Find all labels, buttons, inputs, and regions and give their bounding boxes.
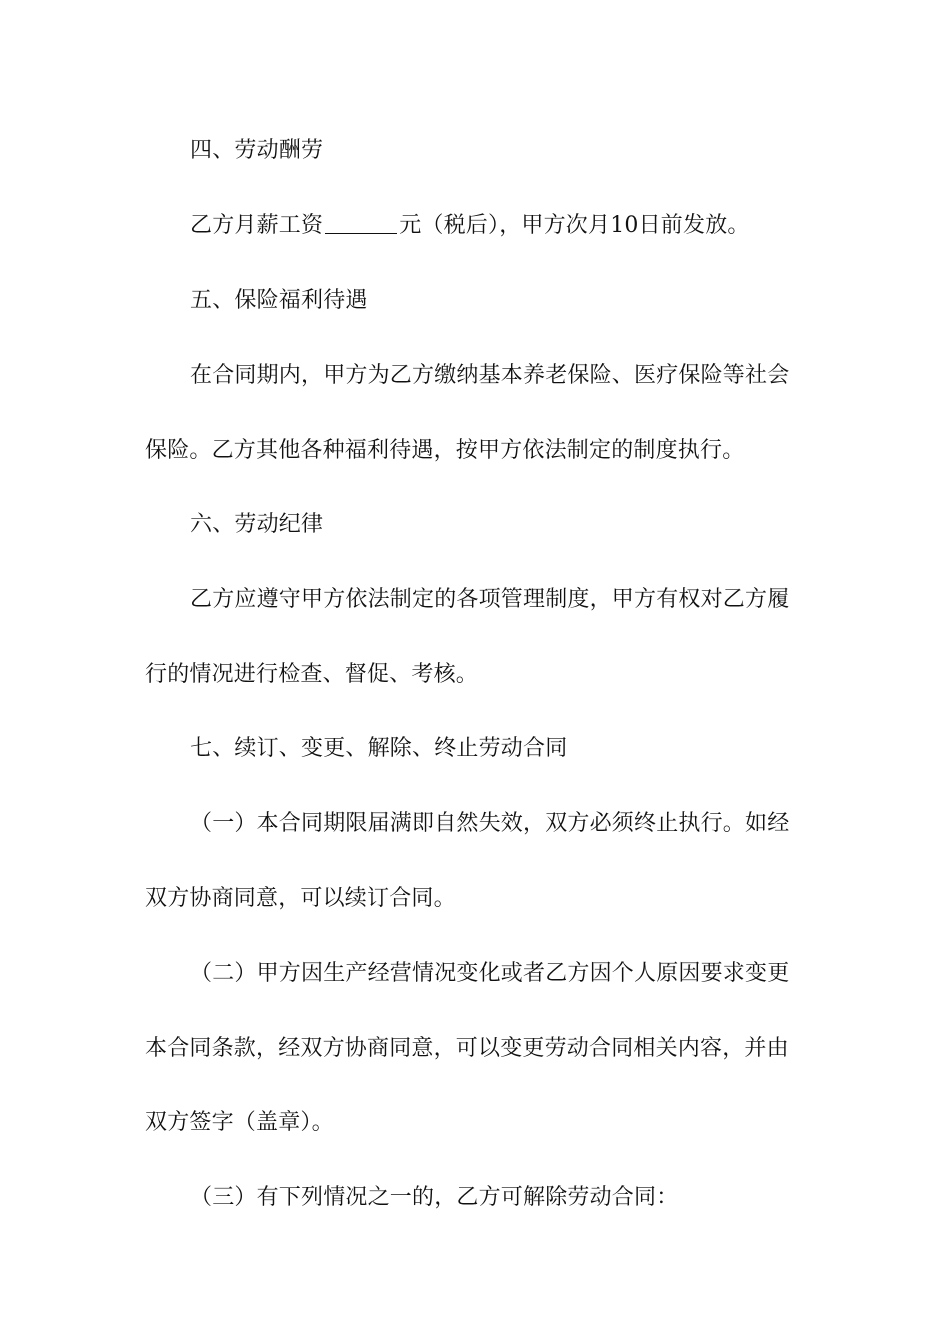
insurance-paragraph-line-1: 在合同期内，甲方为乙方缴纳基本养老保险、医疗保险等社会 xyxy=(190,363,790,388)
insurance-paragraph-line-2: 保险。乙方其他各种福利待遇，按甲方依法制定的制度执行。 xyxy=(145,438,745,463)
contract-item-3-line-1: （三）有下列情况之一的，乙方可解除劳动合同： xyxy=(190,1185,679,1210)
contract-item-1-line-2: 双方协商同意，可以续订合同。 xyxy=(145,886,456,911)
section-heading-discipline: 六、劳动纪律 xyxy=(190,512,324,537)
section-heading-contract-changes: 七、续订、变更、解除、终止劳动合同 xyxy=(190,736,568,761)
section-heading-remuneration: 四、劳动酬劳 xyxy=(190,138,324,163)
contract-item-2-line-2: 本合同条款，经双方协商同意，可以变更劳动合同相关内容，并由 xyxy=(145,1036,789,1061)
salary-paragraph xyxy=(190,211,750,241)
salary-text-before: 乙方月薪工资 xyxy=(190,213,324,238)
salary-text-after: 元（税后），甲方次月10日前发放。 xyxy=(399,213,750,238)
discipline-paragraph-line-2: 行的情况进行检查、督促、考核。 xyxy=(145,662,479,687)
contract-item-1-line-1: （一）本合同期限届满即自然失效，双方必须终止执行。如经 xyxy=(190,811,790,836)
section-heading-insurance: 五、保险福利待遇 xyxy=(190,288,368,313)
discipline-paragraph-line-1: 乙方应遵守甲方依法制定的各项管理制度，甲方有权对乙方履 xyxy=(190,587,790,612)
contract-item-2-line-1: （二）甲方因生产经营情况变化或者乙方因个人原因要求变更 xyxy=(190,961,790,986)
contract-item-2-line-3: 双方签字（盖章）。 xyxy=(145,1110,334,1135)
salary-blank xyxy=(325,215,397,234)
